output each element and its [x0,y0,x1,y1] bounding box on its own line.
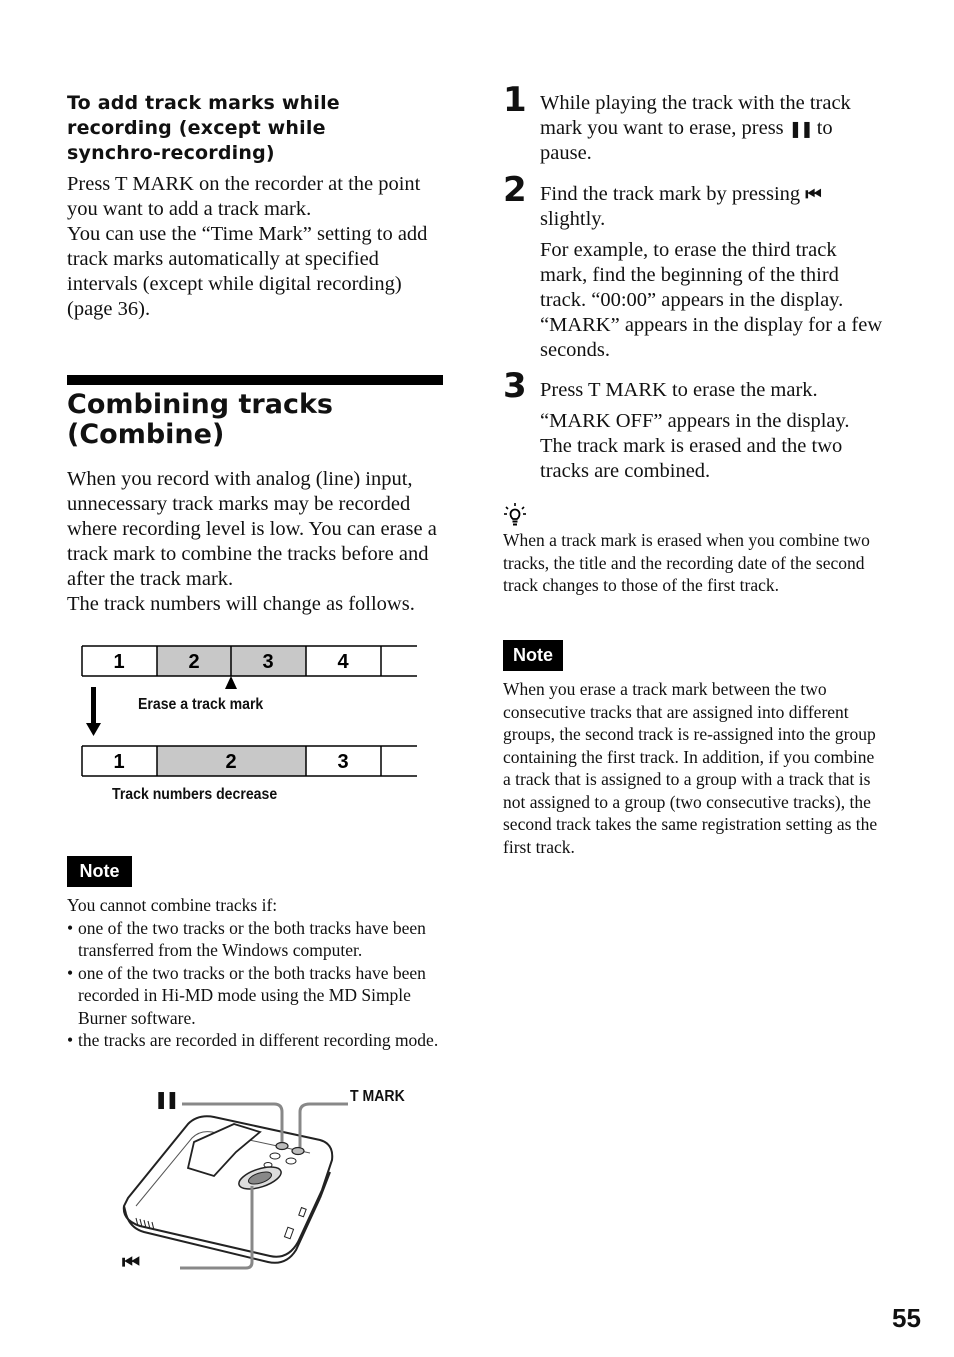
page-number: 55 [892,1303,921,1333]
after-track-3: 3 [337,751,349,773]
after-track-1: 1 [113,751,125,773]
before-track-1: 1 [113,651,125,673]
note-left-bullet-2: • one of the two tracks or the both tracks have been recorded in Hi-MD mode using the MD Simple Burner software. [67,962,445,1030]
page-title-line-2: (Combine) [67,419,225,450]
before-track-3: 3 [262,651,274,673]
before-track-row [82,646,417,676]
track-numbers-decrease-label: Track numbers decrease [112,786,278,803]
step-2-text [540,182,885,232]
step-3-text: Press T MARK to erase the mark. [540,379,818,401]
erase-track-mark-label: Erase a track mark [138,696,264,713]
tmark-button [292,1148,304,1155]
note-left-bullets [67,917,445,1052]
note-badge-right: Note [503,640,563,671]
intro-paragraph-1: Press T MARK on the recorder at the point you want to add a track mark. [67,173,421,220]
subheading-line-2: recording (except while [67,117,326,139]
pause-icon: ❚❚ [154,1090,177,1110]
tmark-label: T MARK [350,1088,405,1105]
subheading-line-1: To add track marks while [67,92,340,114]
step-2-text-after: slightly. [540,208,606,230]
note-right-text: When you erase a track mark between the two consecutive tracks that are assigned into different groups, the second track is re-assigned into the group containing the first track. In addition, if you combine a track that is assigned to a group with a track that is not assigned to a group (two consecutive tracks), the second track takes the same registration setting as the first track. [503,679,878,857]
previous-track-icon: ⏮ [122,1250,140,1274]
before-track-2: 2 [188,651,200,673]
section-rule [67,375,443,385]
step-2-number: 2 [503,170,527,210]
note-badge-left: Note [67,856,132,887]
note-left-bullet-1: • one of the two tracks or the both tracks have been transferred from the Windows computer. [67,917,445,962]
note-left-intro: You cannot combine tracks if: [67,895,278,915]
step-2-text-before: Find the track mark by pressing [540,183,806,205]
after-track-2: 2 [225,751,237,773]
before-track-4: 4 [337,651,349,673]
step-1-text-before: While playing the track with the track mark you want to erase, press [540,92,851,139]
step-1-text [540,91,885,166]
pause-button [276,1143,288,1150]
step-3-number: 3 [503,366,527,406]
lightbulb-icon [503,502,527,528]
combine-paragraph-2: The track numbers will change as follows. [67,593,415,615]
page-title [67,390,447,450]
hint-text: When a track mark is erased when you combine two tracks, the title and the recording date of the second track changes to those of the first track. [503,530,870,595]
step-2-detail: For example, to erase the third track mark, find the beginning of the third track. “00:00” appears in the display. “MARK” appears in the display for a few seconds. [540,239,883,361]
subheading-line-3: synchro-recording) [67,142,275,164]
page-title-line-1: Combining tracks [67,389,333,420]
after-track-row [82,746,417,776]
note-left [67,894,445,1052]
pause-icon: ❚❚ [788,119,812,138]
combine-paragraph-1: When you record with analog (line) input, unnecessary track marks may be recorded where recording level is low. You can erase a track mark to combine the tracks before and after the track mark. [67,468,437,590]
step-1-text-after: to pause. [540,117,833,164]
down-arrow [86,687,101,736]
note-left-bullet-3: • the tracks are recorded in different recording mode. [67,1029,445,1052]
recorder-illustration [110,1080,430,1280]
step-3-detail: “MARK OFF” appears in the display. The track mark is erased and the two tracks are combined. [540,410,850,482]
subheading-add-track-marks [67,91,447,166]
erase-marker-arrow [225,676,237,689]
previous-track-icon: ⏮ [805,184,822,205]
step-1-number: 1 [503,80,527,120]
intro-paragraph-2: You can use the “Time Mark” setting to add track marks automatically at specified intervals (except while digital recording) (page 36). [67,223,428,320]
